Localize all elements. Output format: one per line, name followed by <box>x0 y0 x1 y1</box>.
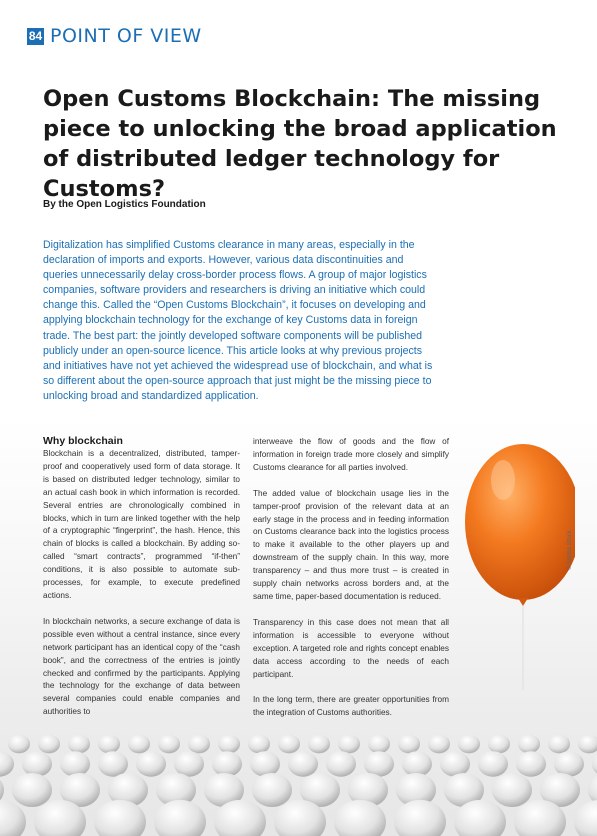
sphere <box>218 735 240 754</box>
orange-balloon-image <box>455 430 575 690</box>
sphere <box>12 773 52 807</box>
sphere <box>458 735 480 754</box>
sphere <box>68 735 90 754</box>
sphere <box>308 735 330 754</box>
sphere <box>492 773 532 807</box>
white-spheres-image <box>0 730 597 836</box>
sphere <box>428 735 450 754</box>
sphere <box>98 735 120 754</box>
sphere <box>278 735 300 754</box>
article-lead: Digitalization has simplified Customs clearance in many areas, especially in the declaration of imports and exports. However, various data discontinuities and queries unnecessarily delay cross-border process flows. A group of major logistics companies, software providers and researchers is driving an initiative which could change this. Called the “Open Customs Blockchain”, it focuses on developing and applying blockchain technology for the exchange of key Customs data in foreign trade. The best part: the jointly developed software components will be published publicly under an open-source licence. This article looks at why previous projects and initiatives have not yet achieved the widespread use of blockchain, and what is so different about the open-source approach that just might be the missing piece to unlocking broad and standardized application. <box>43 239 433 402</box>
sphere <box>516 751 546 777</box>
body-paragraph: Transparency in this case does not mean that all information is accessible to everyone without exception. A targeted role and rights concept enables data access according to the needs of each participant. <box>253 617 449 679</box>
sphere <box>478 751 508 777</box>
sphere <box>364 751 394 777</box>
sphere <box>574 800 597 836</box>
section-label: POINT OF VIEW <box>50 25 202 47</box>
sphere <box>440 751 470 777</box>
sphere <box>154 800 206 836</box>
sphere <box>554 751 584 777</box>
article-title: Open Customs Blockchain: The missing piece to unlocking the broad application of distributed ledger technology for Customs? <box>43 86 557 202</box>
body-paragraph: In blockchain networks, a secure exchange of data is possible even without a central instance, since every network participant has an identical copy of the “cash book”, and the correctness of the entries is jointly checked and confirmed by the participants. Applying the technology for the exchange of data between several companies could enable companies and authorities to <box>43 616 240 717</box>
sphere <box>0 751 14 777</box>
sphere <box>518 735 540 754</box>
sphere <box>394 800 446 836</box>
sphere <box>592 751 597 777</box>
sphere <box>188 735 210 754</box>
sphere <box>488 735 510 754</box>
sphere <box>248 735 270 754</box>
sphere <box>338 735 360 754</box>
sphere <box>136 751 166 777</box>
text-column-right <box>253 436 449 733</box>
sphere <box>94 800 146 836</box>
section-heading: Why blockchain <box>43 435 123 447</box>
sphere <box>288 751 318 777</box>
text-column-left <box>43 434 240 732</box>
sphere <box>174 751 204 777</box>
sphere <box>128 735 150 754</box>
sphere <box>250 751 280 777</box>
sphere <box>38 735 60 754</box>
sphere <box>22 751 52 777</box>
sphere <box>98 751 128 777</box>
article-byline: By the Open Logistics Foundation <box>43 199 206 210</box>
sphere <box>402 751 432 777</box>
body-paragraph: Blockchain is a decentralized, distributed, tamper-proof and cooperatively used form of data storage. It is based on distributed ledger technology, similar to an actual cash book in which information is recorded. Several entries are chronologically combined in blocks, which in turn are linked together with the help of a cryptographic “fingerprint”, the hash. Hence, this chain of blocks is called a blockchain. By adding so-called “smart contracts”, programmed “if-then” conditions, it is also possible to automate sub-processes, for example, to execute predefined actions. <box>43 449 240 600</box>
sphere <box>0 800 26 836</box>
sphere <box>334 800 386 836</box>
body-paragraph: interweave the flow of goods and the flow of information in foreign trade more closely and simplify Customs clearance for all parties involved. <box>253 437 449 472</box>
page-number: 84 <box>28 28 43 43</box>
sphere <box>548 735 570 754</box>
sphere <box>398 735 420 754</box>
sphere <box>578 735 597 754</box>
sphere <box>8 735 30 754</box>
page-header <box>27 26 202 46</box>
sphere <box>212 751 242 777</box>
image-credit: © Adobe Stock <box>567 530 573 570</box>
body-paragraph: In the long term, there are greater opportunities from the integration of Customs authorities. <box>253 695 449 718</box>
body-paragraph: The added value of blockchain usage lies in the tamper-proof provision of the relevant data at an early stage in the process and in feeding information on Customs clearance back into the logistics process to make it available to the other players up and downstream of the supply chain. In this way, more transparency – and thus more trust – is created in supply chain networks across borders and, at the same time, paper-based documentation is reduced. <box>253 488 449 601</box>
sphere <box>326 751 356 777</box>
sphere <box>158 735 180 754</box>
sphere <box>368 735 390 754</box>
sphere <box>60 751 90 777</box>
sphere <box>252 773 292 807</box>
